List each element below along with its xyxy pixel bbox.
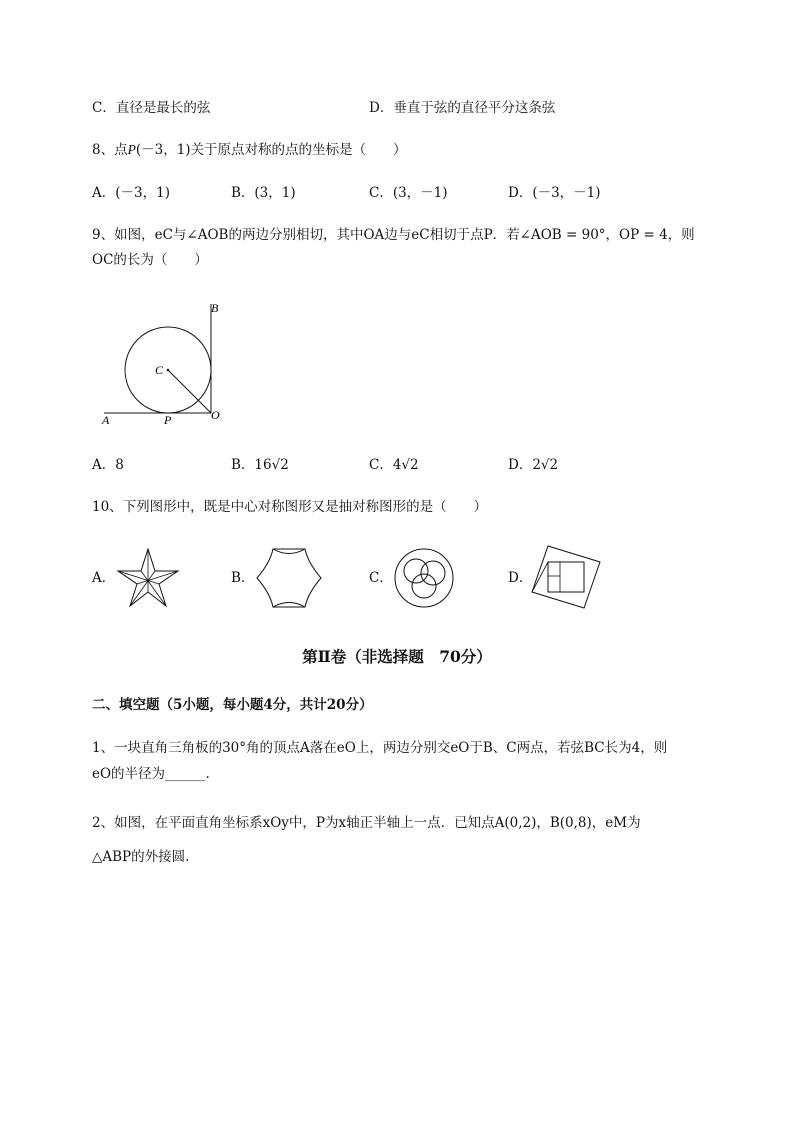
label-b: B [211,301,219,315]
label-c: C [155,363,164,377]
q10-stem: 10、下列图形中，既是中心对称图形又是抽对称图形的是（ ） [92,499,488,515]
q8-option-c: C．(3，－1) [369,185,448,201]
q8-option-b: B．(3，1) [231,185,296,201]
center-point [167,369,170,372]
q9-option-a: A．8 [92,457,124,473]
star-figure-icon [116,546,180,610]
q10-option-c-label: C． [369,570,393,586]
q9-option-b: B．16√2 [231,457,289,473]
q9-option-d: D．2√2 [508,457,559,473]
label-p: P [164,413,172,427]
q8-option-d: D．(－3，－1) [508,185,601,201]
part2-title: 第Ⅱ卷（非选择题 70分） [302,647,492,666]
q10-option-d-label: D． [508,570,533,586]
q9-stem-line2: OC的长为（ ） [92,252,208,268]
label-a: A [102,413,110,427]
fill1-line1: 1、一块直角三角板的30°角的顶点A落在eO上，两边分别交eO于B、C两点，若弦BC长为4，则 [92,740,668,756]
q7-option-c: C．直径是最长的弦 [92,100,211,116]
q10-option-b-label: B． [231,570,255,586]
fill2-line2: △ABP的外接圆. [92,849,190,865]
fill-section-heading: 二、填空题（5小题，每小题4分，共计20分） [92,697,373,713]
three-circles-figure-icon [393,547,455,609]
fill2-line1: 2、如图，在平面直角坐标系xOy中，P为x轴正半轴上一点．已知点A(0,2)，B(0,8)，eM为 [92,815,641,831]
q8-stem: 8、点P(－3，1)关于原点对称的点的坐标是（ ） [92,142,407,158]
fill1-line2: eO的半径为______. [92,766,210,782]
segment-oc [168,370,211,413]
q7-option-d: D．垂直于弦的直径平分这条弦 [369,100,556,116]
q10-option-a-label: A． [92,570,116,586]
hexagon-arcs-figure-icon [254,546,324,610]
label-o: O [211,408,220,422]
q9-figure [98,296,228,428]
q9-option-c: C．4√2 [369,457,419,473]
q9-stem-line1: 9、如图，eC与∠AOB的两边分别相切，其中OA边与eC相切于点P．若∠AOB = 90°，OP = 4，则 [92,227,695,243]
q8-option-a: A．(－3，1) [92,185,170,201]
square-figure-icon [530,544,602,610]
